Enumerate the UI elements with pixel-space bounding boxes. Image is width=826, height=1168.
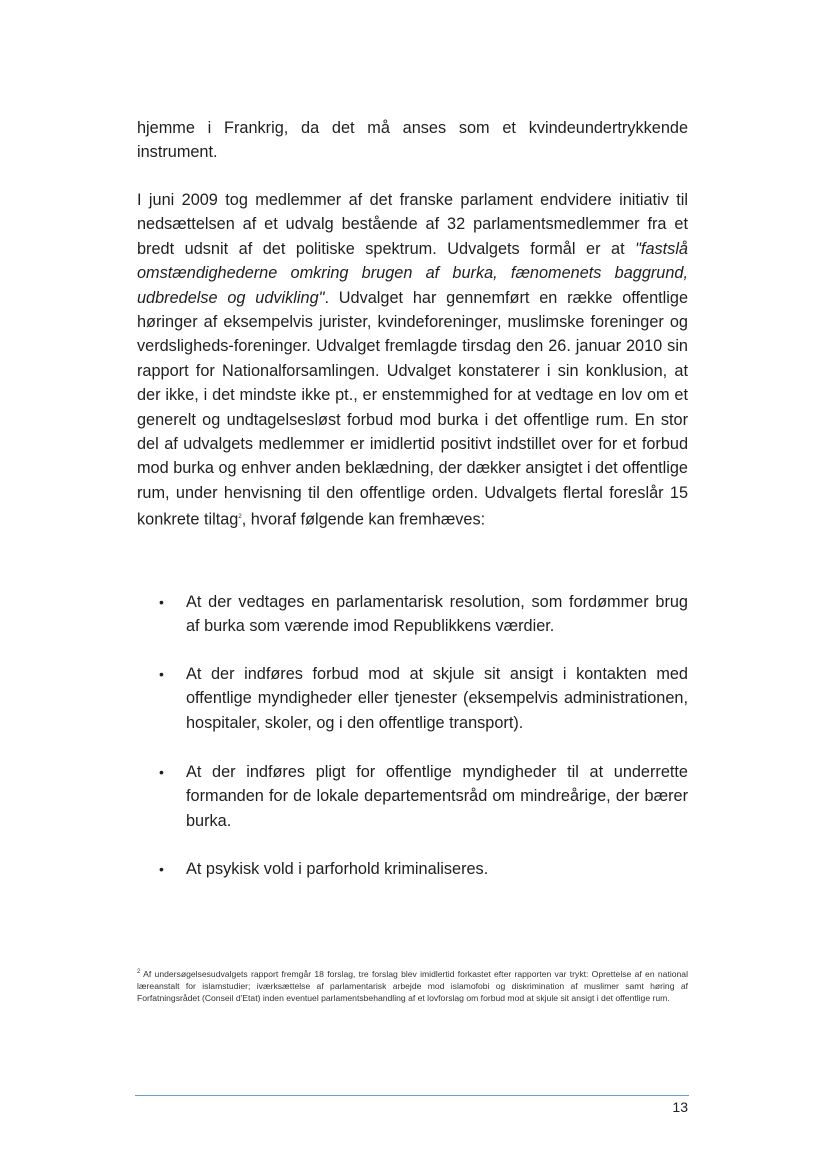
bullet-icon: • (159, 665, 164, 682)
bullet-icon: • (159, 764, 164, 781)
proposal-list (137, 590, 688, 906)
list-item (137, 662, 688, 735)
footer-divider (135, 1095, 689, 1096)
paragraph-udvalg (137, 188, 688, 532)
paragraph-text: I juni 2009 tog medlemmer af det franske parlament endvidere initiativ til nedsættelsen af et udvalg bestående af 32 parlamentsmedlemmer fra et bredt udsnit af det politiske spektrum. Udvalgets formål er at (137, 191, 688, 258)
paragraph-text: , hvoraf følgende kan fremhæves: (241, 510, 486, 529)
list-item (137, 857, 688, 881)
paragraph-text: . Udvalget har gennemført en række offentlige høringer af eksempelvis jurister, kvindeforeninger, muslimske foreninger og verdsligheds-foreninger. Udvalget fremlagde tirsdag den 26. januar 2010 sin rapport for Nationalforsamlingen. Udvalget konstaterer i sin konklusion, at der ikke, i det mindste ikke pt., er enstemmighed for at vedtage en lov om et generelt og undtagelsesløst forbud mod burka i det offentlige rum. En stor del af udvalgets medlemmer er imidlertid positivt indstillet over for et forbud mod burka og enhver anden beklædning, der dækker ansigtet i det offentlige rum, under henvisning til den offentlige orden. Udvalgets flertal foreslår 15 konkrete tiltag (137, 288, 688, 529)
footnote-marker: 2 (137, 969, 141, 975)
list-item-text: At der indføres forbud mod at skjule sit ansigt i kontakten med offentlige myndigheder eller tjenester (eksempelvis administrationen, hospitaler, skoler, og i den offentlige transport). (186, 664, 688, 732)
list-item (137, 760, 688, 833)
footnote-reference[interactable]: 2 (238, 514, 242, 521)
footnote-text: Af undersøgelsesudvalgets rapport fremgår 18 forslag, tre forslag blev imidlertid forkastet efter rapporten var trykt: Oprettelse af en national læreanstalt for islamstudier; iværksættelse af parlamentarisk arbejde mod islamofobi og diskrimination af muslimer samt høring af Forfatningsrådet (Conseil d'Etat) inden eventuel parlamentsbehandling af et lovforslag om forbud mod at skjule sit ansigt i det offentlige rum. (137, 968, 688, 1004)
quote-text: "fastslå omstændighederne omkring brugen af burka, fænomenets baggrund, udbredelse og udvikling" (137, 239, 688, 307)
bullet-icon: • (159, 861, 164, 878)
list-item-text: At der vedtages en parlamentarisk resolution, som fordømmer brug af burka som værende imod Republikkens værdier. (186, 593, 688, 636)
page-number: 13 (672, 1099, 688, 1115)
bullet-icon: • (159, 594, 164, 610)
list-item-text: At psykisk vold i parforhold kriminaliseres. (186, 860, 489, 879)
list-item-text: At der indføres pligt for offentlige myndigheder til at underrette formanden for de lokale departementsråd om mindreårige, der bærer burka. (186, 763, 688, 830)
paragraph-continuation: hjemme i Frankrig, da det må anses som et kvindeundertrykkende instrument. (137, 119, 688, 162)
footnote (137, 966, 688, 1004)
list-item (137, 590, 688, 639)
